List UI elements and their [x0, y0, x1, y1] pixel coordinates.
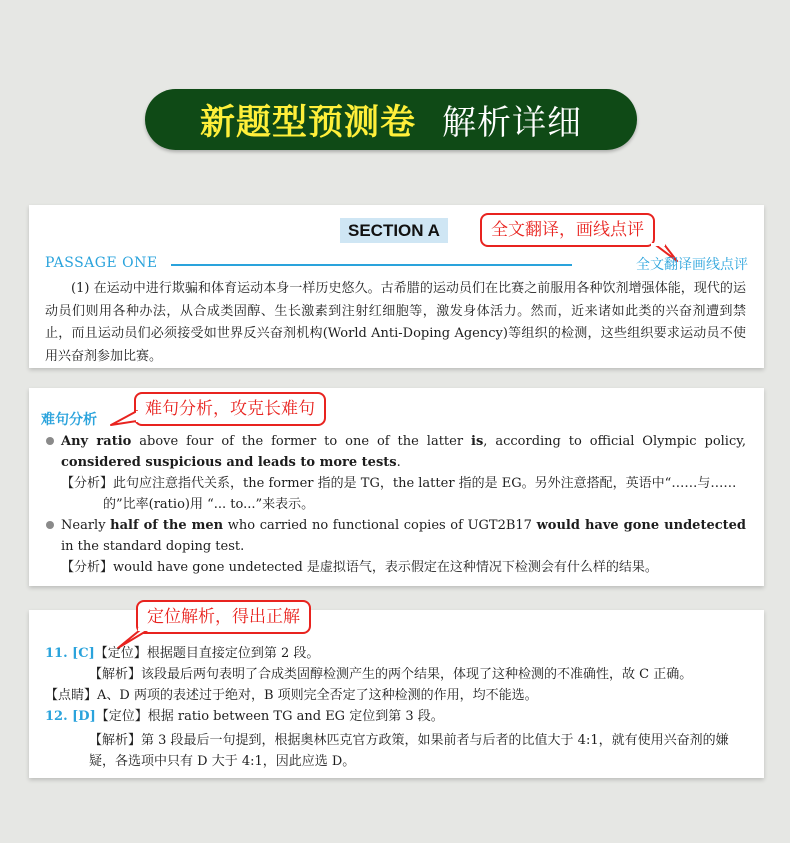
q12-explanation: 【解析】第 3 段最后一句提到，根据奥林匹克官方政策，如果前者与后者的比值大于 4:1，就有使用兴奋剂的嫌 疑，各选项中只有 D 大于 4:1，因此应选 D。: [89, 733, 729, 769]
passage-label: PASSAGE ONE: [45, 255, 158, 271]
answer-card: [29, 607, 764, 778]
callout-pointer-icon: [109, 409, 139, 429]
q11-note: 【点睛】A、D 两项的表述过于绝对，B 项则完全否定了这种检测的作用，均不能选。: [45, 688, 538, 703]
difficult-sentence-card: [29, 388, 764, 586]
analysis-callout: 难句分析，攻克长难句: [134, 392, 326, 426]
passage-header: [45, 255, 748, 275]
banner-subtitle: 解析详细: [442, 103, 582, 143]
section-label: 难句分析: [41, 412, 97, 428]
banner-title: 新题型预测卷: [199, 102, 416, 143]
analysis-1: 【分析】此句应注意指代关系，the former 指的是 TG，the latter 指的是 EG。另外注意搭配，英语中“……与…… 的”比率(ratio)用 “... to...”来表示。: [61, 476, 737, 512]
bullet-icon: [46, 437, 54, 445]
sentence-1: Any ratio above four of the former to one of the latter is, according to official Olympic policy, considered suspicious and leads to more tests.: [45, 431, 746, 473]
divider: [171, 264, 572, 266]
bullet-icon: [46, 521, 54, 529]
q11-locate: 11. [C]【定位】根据题目直接定位到第 2 段。: [45, 646, 320, 661]
section-a-tag: SECTION A: [340, 218, 448, 243]
answer-callout: 定位解析，得出正解: [136, 600, 311, 634]
sentence-2: Nearly half of the men who carried no functional copies of UGT2B17 would have gone undetected in the standard doping test.: [45, 515, 746, 557]
analysis-2: 【分析】would have gone undetected 是虚拟语气，表示假定在这种情况下检测会有什么样的结果。: [61, 560, 658, 575]
header-banner: [145, 89, 637, 150]
passage-note: 全文翻译画线点评: [636, 257, 748, 273]
passage-card: [29, 205, 764, 368]
passage-paragraph: (1) 在运动中进行欺骗和体育运动本身一样历史悠久。古希腊的运动员们在比赛之前服用各种饮剂增强体能，现代的运动员们则用各种办法，从合成类固醇、生长激素到注射红细胞等，激发身体活力。然而，近来诸如此类的兴奋剂遭到禁止，而且运动员们必须接受如世界反兴奋剂机构(World Anti-Doping Agency)等组织的检测，这些组织要求运动员不使用兴奋剂参加比赛。: [45, 281, 746, 364]
translation-callout: 全文翻译，画线点评: [480, 213, 655, 247]
q11-explanation: 【解析】该段最后两句表明了合成类固醇检测产生的两个结果，体现了这种检测的不准确性，故 C 正确。: [89, 667, 693, 682]
q12-locate: 12. [D]【定位】根据 ratio between TG and EG 定位到第 3 段。: [45, 709, 444, 724]
